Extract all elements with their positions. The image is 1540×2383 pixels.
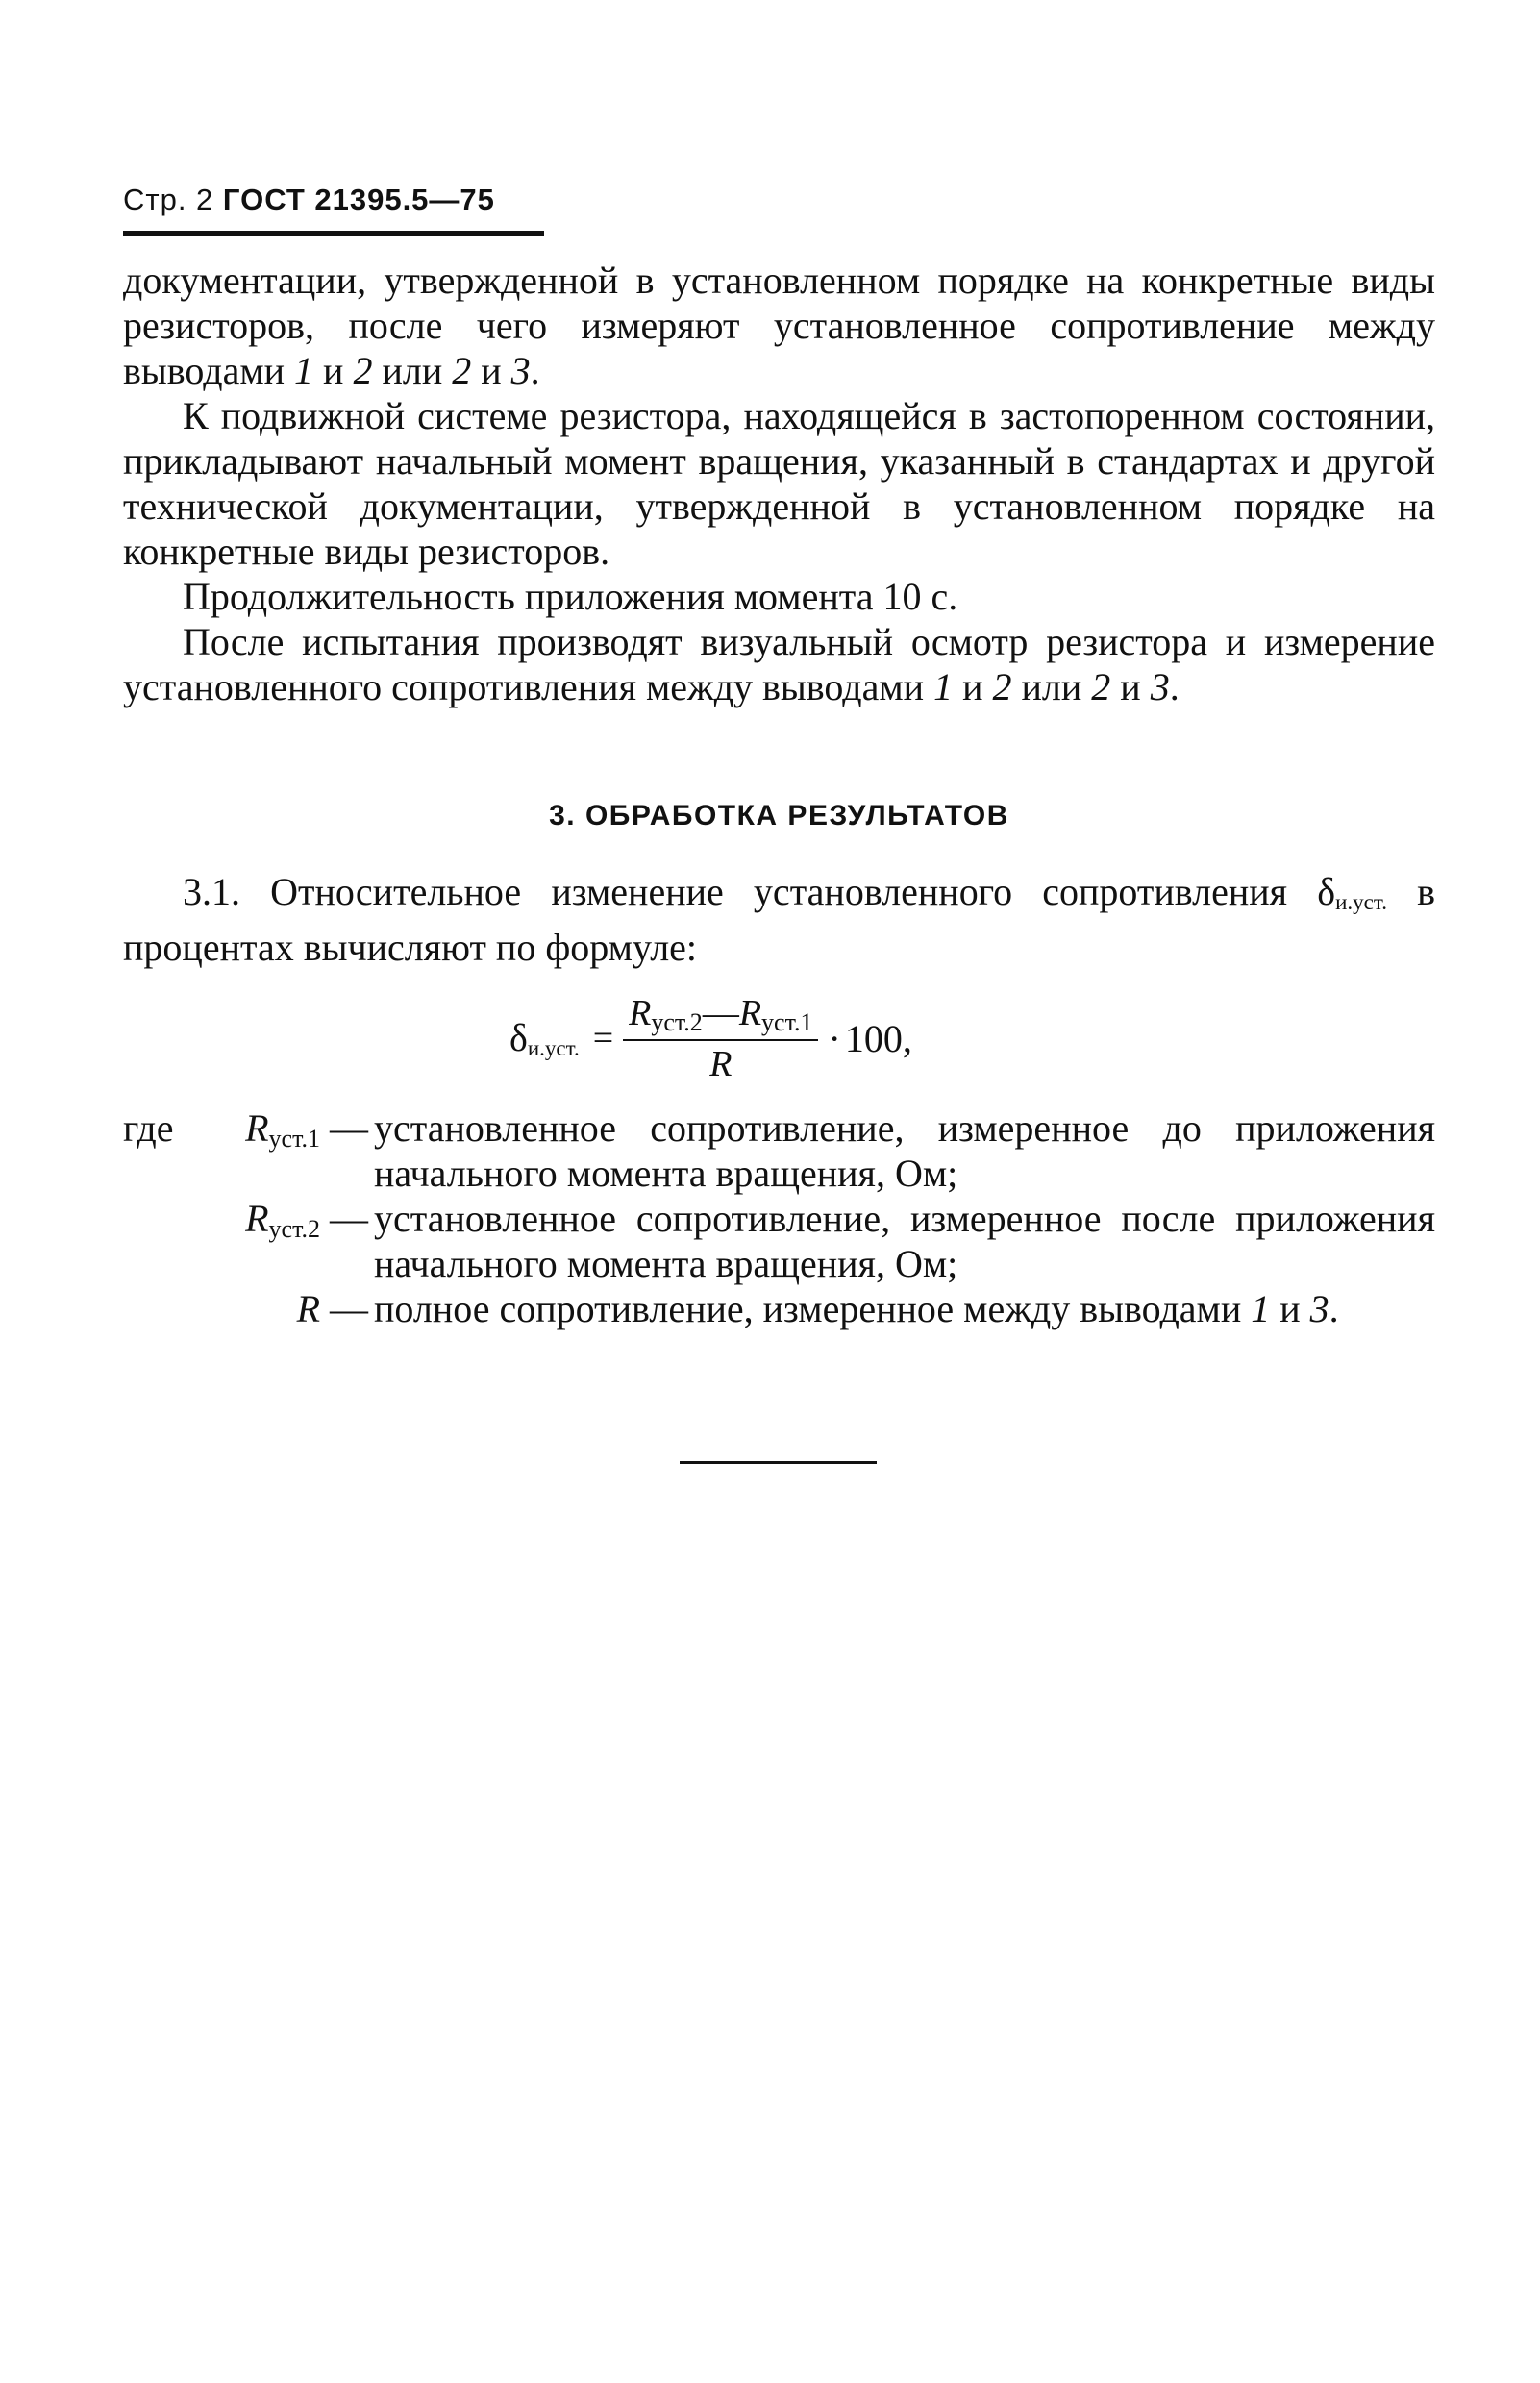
delta-symbol: δ [1317,870,1336,913]
definitions-list [123,1105,1435,1331]
period: . [530,349,540,392]
term-subscript: уст.2 [268,1215,320,1243]
definition-item [123,1105,1435,1196]
paragraph-continued [123,258,1435,393]
definition-text-part: полное сопротивление, измеренное между выводами [374,1287,1252,1330]
formula-lhs [509,1015,580,1061]
paragraph-after-test [123,619,1435,709]
terminal-number: 2 [992,665,1012,708]
formula-delta-subscript: и.уст. [527,1036,580,1060]
definition-text [368,1286,1435,1331]
formula [509,971,912,1105]
paragraph-torque: К подвижной системе резистора, находящейся в застопоренном состоянии, прикладывают начальный момент вращения, указанный в стандартах и другой технической документации, утвержденной в установленном порядке на конкретные виды резисторов. [123,394,1435,573]
term-dash: — [320,1287,368,1330]
section-title: 3. ОБРАБОТКА РЕЗУЛЬТАТОВ [549,800,1009,832]
page-header [123,183,495,217]
formula-r-symbol: R [629,992,652,1033]
formula-minus: — [702,992,739,1033]
definition-term [123,1105,368,1196]
term-symbol: R [245,1106,269,1150]
delta-subscript: и.уст. [1335,890,1387,914]
terminal-number: 1 [294,349,314,392]
term-dash: — [320,1106,368,1150]
term-symbol: R [245,1197,269,1240]
paragraph-duration: Продолжительность приложения момента 10 с. [183,575,958,618]
terminal-number: 3 [1309,1287,1329,1330]
definition-text: установленное сопротивление, измеренное после приложения начального момента вращения, Ом; [374,1197,1435,1285]
connector-text: и [953,665,993,708]
paragraph-text: документации, утвержденной в установленном порядке на конкретные виды резисторов, после чего измеряют установленное сопротивление между выводами [123,259,1435,392]
formula-delta: δ [509,1016,528,1059]
end-rule [680,1461,877,1464]
term-dash: — [320,1197,368,1240]
terminal-number: 1 [1251,1287,1271,1330]
connector-text: и [1110,665,1151,708]
standard-number: ГОСТ 21395.5—75 [222,183,495,216]
clause-3-1 [123,869,1435,970]
connector-text: и [313,349,354,392]
term-subscript: уст.1 [268,1125,320,1153]
formula-r-subscript: уст.1 [761,1007,813,1036]
formula-numerator [623,992,818,1039]
connector-text: и [471,349,511,392]
connector-text: и [1270,1287,1310,1330]
clause-intro [123,869,1435,970]
definition-term [123,1286,368,1331]
terminal-number: 1 [933,665,954,708]
where-label: где [123,1106,174,1150]
body-text [123,258,1435,709]
formula-factor: 100, [844,1016,912,1060]
period: . [1329,1287,1339,1330]
definition-text: установленное сопротивление, измеренное до приложения начального момента вращения, Ом; [374,1106,1435,1195]
formula-r-subscript: уст.2 [651,1007,703,1036]
definition-item [123,1196,1435,1286]
header-rule [123,231,544,236]
definition-item [123,1286,1435,1331]
definition-term [123,1196,368,1286]
connector-text: или [372,349,453,392]
terminal-number: 2 [1091,665,1111,708]
clause-text: в процентах вычисляют по формуле: [123,870,1436,969]
page-label: Стр. 2 [123,183,214,216]
term-symbol: R [296,1287,320,1330]
formula-denominator: R [709,1043,733,1084]
period: . [1169,665,1180,708]
clause-text: 3.1. Относительное изменение установленного сопротивления [183,870,1318,913]
terminal-number: 2 [353,349,373,392]
formula-equals: = [592,1018,614,1058]
connector-text: или [1011,665,1092,708]
formula-fraction [623,992,818,1085]
terminal-number: 3 [1150,665,1170,708]
formula-multiply: · [828,1016,841,1060]
terminal-number: 2 [452,349,472,392]
paragraph-text: После испытания производят визуальный осмотр резистора и измерение установленного сопротивления между выводами [123,620,1435,708]
formula-r-symbol: R [738,992,762,1033]
terminal-number: 3 [510,349,531,392]
